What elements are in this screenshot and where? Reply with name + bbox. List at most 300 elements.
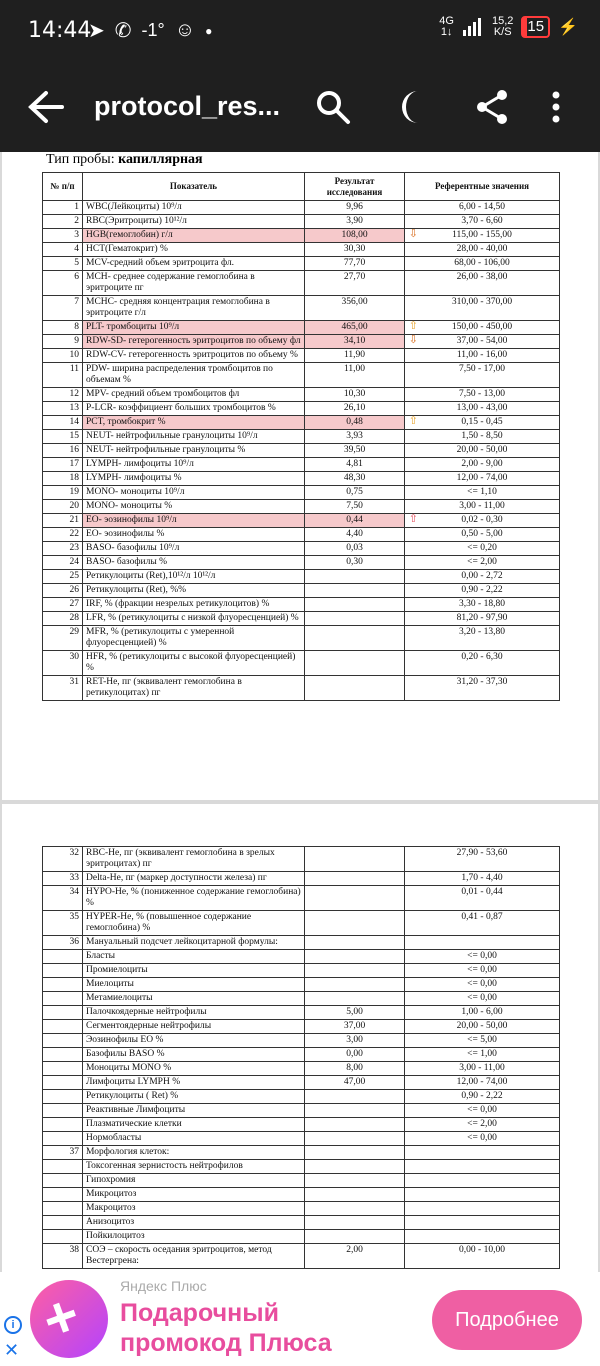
row-result — [305, 296, 405, 321]
row-name-text: MFR, % (ретикулоциты с умеренной флуоресценцией) % — [86, 627, 235, 648]
row-reference-text: 0,00 - 2,72 — [461, 571, 503, 581]
row-number — [43, 598, 83, 612]
network-indicator — [439, 16, 454, 38]
table-row — [43, 430, 560, 444]
table-row — [43, 1104, 560, 1118]
row-name-text: Анизоцитоз — [86, 1217, 135, 1227]
row-reference — [405, 243, 560, 257]
row-result-text: 4,40 — [346, 529, 363, 539]
table-row — [43, 335, 560, 349]
net-arrows: 1↓ — [440, 26, 453, 38]
row-number-text: 25 — [69, 571, 79, 581]
row-reference-text: 68,00 - 106,00 — [454, 258, 510, 268]
row-name — [83, 430, 305, 444]
row-name — [83, 1132, 305, 1146]
table-row — [43, 1062, 560, 1076]
row-number — [43, 1090, 83, 1104]
row-reference-text: 7,50 - 17,00 — [459, 364, 505, 374]
row-number — [43, 388, 83, 402]
row-reference-text: 0,90 - 2,22 — [461, 1091, 503, 1101]
table-row — [43, 911, 560, 936]
row-number-text: 11 — [69, 364, 79, 374]
row-number — [43, 847, 83, 872]
row-reference — [405, 444, 560, 458]
row-result-text: 0,03 — [346, 543, 363, 553]
row-name — [83, 1202, 305, 1216]
row-result-text: 108,00 — [341, 230, 368, 240]
table-row — [43, 612, 560, 626]
row-reference — [405, 201, 560, 215]
row-reference-text: 3,20 - 13,80 — [459, 627, 505, 637]
speed-value: 15,2 — [491, 15, 514, 27]
row-name-text: Токсогенная зернистость нейтрофилов — [86, 1161, 243, 1171]
ad-info-icon[interactable]: i — [4, 1316, 22, 1334]
row-result-text: 0,75 — [346, 487, 363, 497]
row-result — [305, 651, 405, 676]
row-name — [83, 651, 305, 676]
row-reference-text: 115,00 - 155,00 — [452, 230, 512, 240]
row-reference-text: 0,15 - 0,45 — [461, 417, 503, 427]
row-reference-text: 1,00 - 6,00 — [461, 1007, 503, 1017]
row-result — [305, 1160, 405, 1174]
row-reference-text: <= 0,00 — [467, 1133, 497, 1143]
row-result — [305, 1076, 405, 1090]
row-result — [305, 1202, 405, 1216]
status-bar — [0, 0, 600, 62]
row-reference — [405, 964, 560, 978]
row-result — [305, 1118, 405, 1132]
col-ref: Референтные значения — [405, 173, 560, 201]
row-result — [305, 1034, 405, 1048]
row-number-text: 37 — [69, 1147, 79, 1157]
row-reference-text: 20,00 - 50,00 — [456, 445, 508, 455]
row-number — [43, 514, 83, 528]
row-number — [43, 201, 83, 215]
row-reference — [405, 676, 560, 701]
row-name-text: NEUT- нейтрофильные гранулоциты 10⁹/л — [86, 431, 258, 441]
row-reference — [405, 626, 560, 651]
row-reference — [405, 542, 560, 556]
table-row — [43, 1160, 560, 1174]
row-number-text: 27 — [69, 599, 79, 609]
row-result — [305, 243, 405, 257]
row-name-text: Метамиелоциты — [86, 993, 153, 1003]
row-reference — [405, 335, 560, 349]
table-row — [43, 243, 560, 257]
row-name — [83, 1006, 305, 1020]
row-reference — [405, 1020, 560, 1034]
status-right — [439, 16, 578, 38]
row-result-text: 8,00 — [346, 1063, 363, 1073]
row-result-text: 48,30 — [343, 473, 366, 483]
row-reference — [405, 1216, 560, 1230]
row-name-text: Макроцитоз — [86, 1203, 136, 1213]
row-reference — [405, 500, 560, 514]
row-reference — [405, 1160, 560, 1174]
row-name — [83, 444, 305, 458]
row-number — [43, 1160, 83, 1174]
row-result — [305, 626, 405, 651]
row-result — [305, 1174, 405, 1188]
row-name — [83, 847, 305, 872]
row-result — [305, 872, 405, 886]
row-name — [83, 598, 305, 612]
row-number — [43, 1230, 83, 1244]
row-result — [305, 936, 405, 950]
row-reference — [405, 1048, 560, 1062]
row-name-text: Базофилы BASO % — [86, 1049, 165, 1059]
row-name-text: RDW-SD- гетерогенность эритроцитов по объему фл — [86, 336, 301, 346]
row-name-text: Моноциты MONO % — [86, 1063, 172, 1073]
row-result-text: 30,30 — [343, 244, 366, 254]
pdf-page-1 — [2, 152, 598, 800]
row-number — [43, 1104, 83, 1118]
more-options-icon[interactable] — [546, 88, 566, 126]
row-reference — [405, 363, 560, 388]
row-result-text: 34,10 — [343, 336, 366, 346]
row-name — [83, 257, 305, 271]
row-number — [43, 1062, 83, 1076]
row-name — [83, 542, 305, 556]
row-name-text: BASO- базофилы 10⁹/л — [86, 543, 180, 553]
row-reference-text: <= 5,00 — [467, 1035, 497, 1045]
row-result — [305, 486, 405, 500]
row-result-text: 3,00 — [346, 1035, 363, 1045]
row-number — [43, 1188, 83, 1202]
table-row — [43, 257, 560, 271]
row-reference — [405, 296, 560, 321]
table-row — [43, 1230, 560, 1244]
row-result — [305, 472, 405, 486]
row-number — [43, 1006, 83, 1020]
speed-indicator — [492, 16, 513, 38]
row-number — [43, 950, 83, 964]
row-result — [305, 257, 405, 271]
table-row — [43, 500, 560, 514]
share-icon[interactable] — [474, 88, 512, 126]
row-name-text: LFR, % (ретикулоциты с низкой флуоресценцией) % — [86, 613, 299, 623]
row-result-text: 465,00 — [341, 322, 368, 332]
row-reference-text: <= 0,00 — [467, 993, 497, 1003]
row-reference — [405, 911, 560, 936]
row-number-text: 5 — [74, 258, 79, 268]
row-number — [43, 458, 83, 472]
row-reference-text: 2,00 - 9,00 — [461, 459, 503, 469]
row-name-text: Гипохромия — [86, 1175, 136, 1185]
status-time: 14:44 — [28, 18, 92, 43]
row-result-text: 77,70 — [343, 258, 366, 268]
row-name — [83, 936, 305, 950]
row-name-text: PCT, тромбокрит % — [86, 417, 166, 427]
row-number-text: 1 — [74, 202, 79, 212]
row-name — [83, 1104, 305, 1118]
row-number — [43, 1202, 83, 1216]
row-reference-text: 0,20 - 6,30 — [461, 652, 503, 662]
row-name — [83, 950, 305, 964]
row-result-text: 2,00 — [346, 1245, 363, 1255]
row-name-text: BASO- базофилы % — [86, 557, 168, 567]
row-reference — [405, 1090, 560, 1104]
row-name — [83, 1020, 305, 1034]
row-number — [43, 1048, 83, 1062]
row-number — [43, 1076, 83, 1090]
table-row — [43, 363, 560, 388]
row-result-text: 39,50 — [343, 445, 366, 455]
row-number-text: 6 — [74, 272, 79, 282]
row-result-text: 4,81 — [346, 459, 363, 469]
row-number — [43, 570, 83, 584]
row-result — [305, 978, 405, 992]
table-row — [43, 201, 560, 215]
table-row — [43, 992, 560, 1006]
search-icon[interactable] — [314, 88, 352, 126]
row-name — [83, 1160, 305, 1174]
table-row — [43, 444, 560, 458]
row-name-text: Мануальный подсчет лейкоцитарной формулы: — [86, 937, 278, 947]
row-reference-text: 81,20 - 97,90 — [456, 613, 508, 623]
results-table-2 — [42, 846, 560, 1269]
row-number — [43, 1174, 83, 1188]
row-result — [305, 1216, 405, 1230]
table-row — [43, 556, 560, 570]
table-row — [43, 1020, 560, 1034]
row-name-text: HGB(гемоглобин) г/л — [86, 230, 173, 240]
row-reference — [405, 1202, 560, 1216]
row-number — [43, 612, 83, 626]
row-reference-text: 0,00 - 10,00 — [459, 1245, 505, 1255]
row-name-text: Бласты — [86, 951, 116, 961]
row-number — [43, 528, 83, 542]
row-number-text: 12 — [69, 389, 79, 399]
pdf-viewer[interactable] — [0, 152, 600, 1272]
row-name-text: LYMPH- лимфоциты 10⁹/л — [86, 459, 194, 469]
row-name — [83, 1076, 305, 1090]
table-row — [43, 598, 560, 612]
row-number — [43, 430, 83, 444]
night-mode-icon[interactable] — [396, 88, 434, 126]
row-name — [83, 500, 305, 514]
battery-icon: 15 — [521, 16, 550, 38]
row-result — [305, 612, 405, 626]
row-name-text: Пойкилоцитоз — [86, 1231, 145, 1241]
row-result-text: 3,90 — [346, 216, 363, 226]
row-reference-text: 3,30 - 18,80 — [459, 599, 505, 609]
row-number-text: 7 — [74, 297, 79, 307]
row-number — [43, 964, 83, 978]
table-row — [43, 872, 560, 886]
row-name — [83, 872, 305, 886]
row-name — [83, 472, 305, 486]
row-number — [43, 271, 83, 296]
row-result — [305, 528, 405, 542]
row-result — [305, 201, 405, 215]
row-number — [43, 911, 83, 936]
row-result — [305, 500, 405, 514]
row-number-text: 16 — [69, 445, 79, 455]
row-number — [43, 626, 83, 651]
row-reference — [405, 215, 560, 229]
row-result — [305, 847, 405, 872]
row-number-text: 22 — [69, 529, 79, 539]
row-reference — [405, 257, 560, 271]
row-number-text: 26 — [69, 585, 79, 595]
row-reference — [405, 528, 560, 542]
table-row — [43, 1118, 560, 1132]
row-reference — [405, 402, 560, 416]
row-name-text: Микроцитоз — [86, 1189, 137, 1199]
row-number-text: 29 — [69, 627, 79, 637]
row-name — [83, 1216, 305, 1230]
row-reference — [405, 950, 560, 964]
row-number — [43, 321, 83, 335]
row-name — [83, 992, 305, 1006]
row-name-text: PLT- тромбоциты 10⁹/л — [86, 322, 180, 332]
table-row — [43, 570, 560, 584]
row-name-text: RBC-He, пг (эквивалент гемоглобина в зрелых эритроцитах) пг — [86, 848, 275, 869]
viber-icon: ✆ — [114, 20, 132, 42]
pdf-page-2 — [2, 804, 598, 1272]
row-result-text: 0,48 — [346, 417, 363, 427]
row-number-text: 24 — [69, 557, 79, 567]
row-name-text: HCT(Гематокрит) % — [86, 244, 168, 254]
row-name-text: Ретикулоциты ( Ret) % — [86, 1091, 179, 1101]
table-row — [43, 229, 560, 243]
table-row — [43, 1132, 560, 1146]
row-name — [83, 514, 305, 528]
row-reference-text: 7,50 - 13,00 — [459, 389, 505, 399]
row-reference — [405, 1188, 560, 1202]
sample-type — [46, 152, 203, 168]
row-number — [43, 556, 83, 570]
row-result-text: 37,00 — [343, 1021, 366, 1031]
snapchat-icon: ☺ — [174, 19, 196, 41]
table-row — [43, 388, 560, 402]
table-row — [43, 978, 560, 992]
row-number-text: 15 — [69, 431, 79, 441]
table-row — [43, 271, 560, 296]
row-name-text: HYPER-He, % (повышенное содержание гемоглобина) % — [86, 912, 252, 933]
table-row — [43, 1244, 560, 1269]
row-reference-text: 0,90 - 2,22 — [461, 585, 503, 595]
row-result — [305, 676, 405, 701]
row-name-text: MPV- средний объем тромбоцитов фл — [86, 389, 240, 399]
row-number-text: 10 — [69, 350, 79, 360]
row-name-text: Ретикулоциты (Ret),10¹²/л 10¹²/л — [86, 571, 216, 581]
row-result — [305, 458, 405, 472]
row-reference-text: <= 0,00 — [467, 965, 497, 975]
row-reference — [405, 229, 560, 243]
row-reference-text: 0,01 - 0,44 — [461, 887, 503, 897]
row-number — [43, 349, 83, 363]
row-result-text: 11,00 — [343, 364, 366, 374]
row-reference — [405, 556, 560, 570]
row-result — [305, 444, 405, 458]
row-name — [83, 402, 305, 416]
row-number-text: 32 — [69, 848, 79, 858]
row-name-text: EO- эозинофилы % — [86, 529, 165, 539]
ad-close-icon[interactable]: ✕ — [4, 1340, 20, 1360]
row-number — [43, 872, 83, 886]
ad-more-button[interactable]: Подробнее — [432, 1290, 582, 1350]
row-name — [83, 886, 305, 911]
row-name-text: Морфология клеток: — [86, 1147, 170, 1157]
document-title: protocol_res... — [94, 91, 281, 121]
row-reference-text: 6,00 - 14,50 — [459, 202, 505, 212]
row-reference — [405, 321, 560, 335]
row-reference — [405, 872, 560, 886]
ad-banner[interactable] — [0, 1272, 600, 1366]
row-number-text: 17 — [69, 459, 79, 469]
row-number-text: 9 — [74, 336, 79, 346]
row-reference — [405, 847, 560, 872]
row-reference-text: 3,00 - 11,00 — [459, 501, 505, 511]
ad-brand: Яндекс Плюс — [120, 1278, 207, 1294]
row-reference-text: 28,00 - 40,00 — [456, 244, 508, 254]
row-name-text: Промиелоциты — [86, 965, 148, 975]
sample-value: капиллярная — [118, 152, 203, 167]
ad-headline-line2: промокод Плюса — [120, 1329, 332, 1357]
row-name-text: LYMPH- лимфоциты % — [86, 473, 182, 483]
back-arrow-icon[interactable] — [26, 90, 66, 124]
row-reference-text: 20,00 - 50,00 — [456, 1021, 508, 1031]
row-result — [305, 402, 405, 416]
row-reference-text: 31,20 - 37,30 — [456, 677, 508, 687]
row-name — [83, 1244, 305, 1269]
row-name-text: MONO- моноциты % — [86, 501, 173, 511]
row-reference-text: 1,70 - 4,40 — [461, 873, 503, 883]
row-reference — [405, 1034, 560, 1048]
table-row — [43, 296, 560, 321]
row-number — [43, 500, 83, 514]
row-reference-text: 150,00 - 450,00 — [451, 322, 513, 332]
row-number — [43, 486, 83, 500]
row-reference — [405, 936, 560, 950]
row-reference-text: 26,00 - 38,00 — [456, 272, 508, 282]
row-result — [305, 992, 405, 1006]
sample-label: Тип пробы: — [46, 152, 115, 167]
row-number-text: 19 — [69, 487, 79, 497]
table-row — [43, 676, 560, 701]
table-row — [43, 1188, 560, 1202]
row-number — [43, 978, 83, 992]
row-name-text: Сегментоядерные нейтрофилы — [86, 1021, 212, 1031]
arrow-down-icon: ⇩ — [408, 334, 418, 346]
row-result — [305, 363, 405, 388]
table-row — [43, 1006, 560, 1020]
table-row — [43, 626, 560, 651]
row-result — [305, 542, 405, 556]
table-row — [43, 402, 560, 416]
row-number — [43, 1132, 83, 1146]
row-name-text: Лимфоциты LYMPH % — [86, 1077, 181, 1087]
table-row — [43, 847, 560, 872]
row-reference — [405, 1118, 560, 1132]
row-name — [83, 1146, 305, 1160]
row-result — [305, 1188, 405, 1202]
row-reference — [405, 1104, 560, 1118]
row-number-text: 21 — [69, 515, 79, 525]
power-save-icon: ⚡ — [558, 19, 578, 36]
row-name-text: WBC(Лейкоциты) 10⁹/л — [86, 202, 182, 212]
row-reference — [405, 416, 560, 430]
arrow-up-icon: ⇧ — [408, 415, 418, 427]
row-number-text: 2 — [74, 216, 79, 226]
row-reference-text: <= 0,20 — [467, 543, 497, 553]
table-row — [43, 486, 560, 500]
table-row — [43, 651, 560, 676]
row-number-text: 28 — [69, 613, 79, 623]
row-number-text: 14 — [69, 417, 79, 427]
